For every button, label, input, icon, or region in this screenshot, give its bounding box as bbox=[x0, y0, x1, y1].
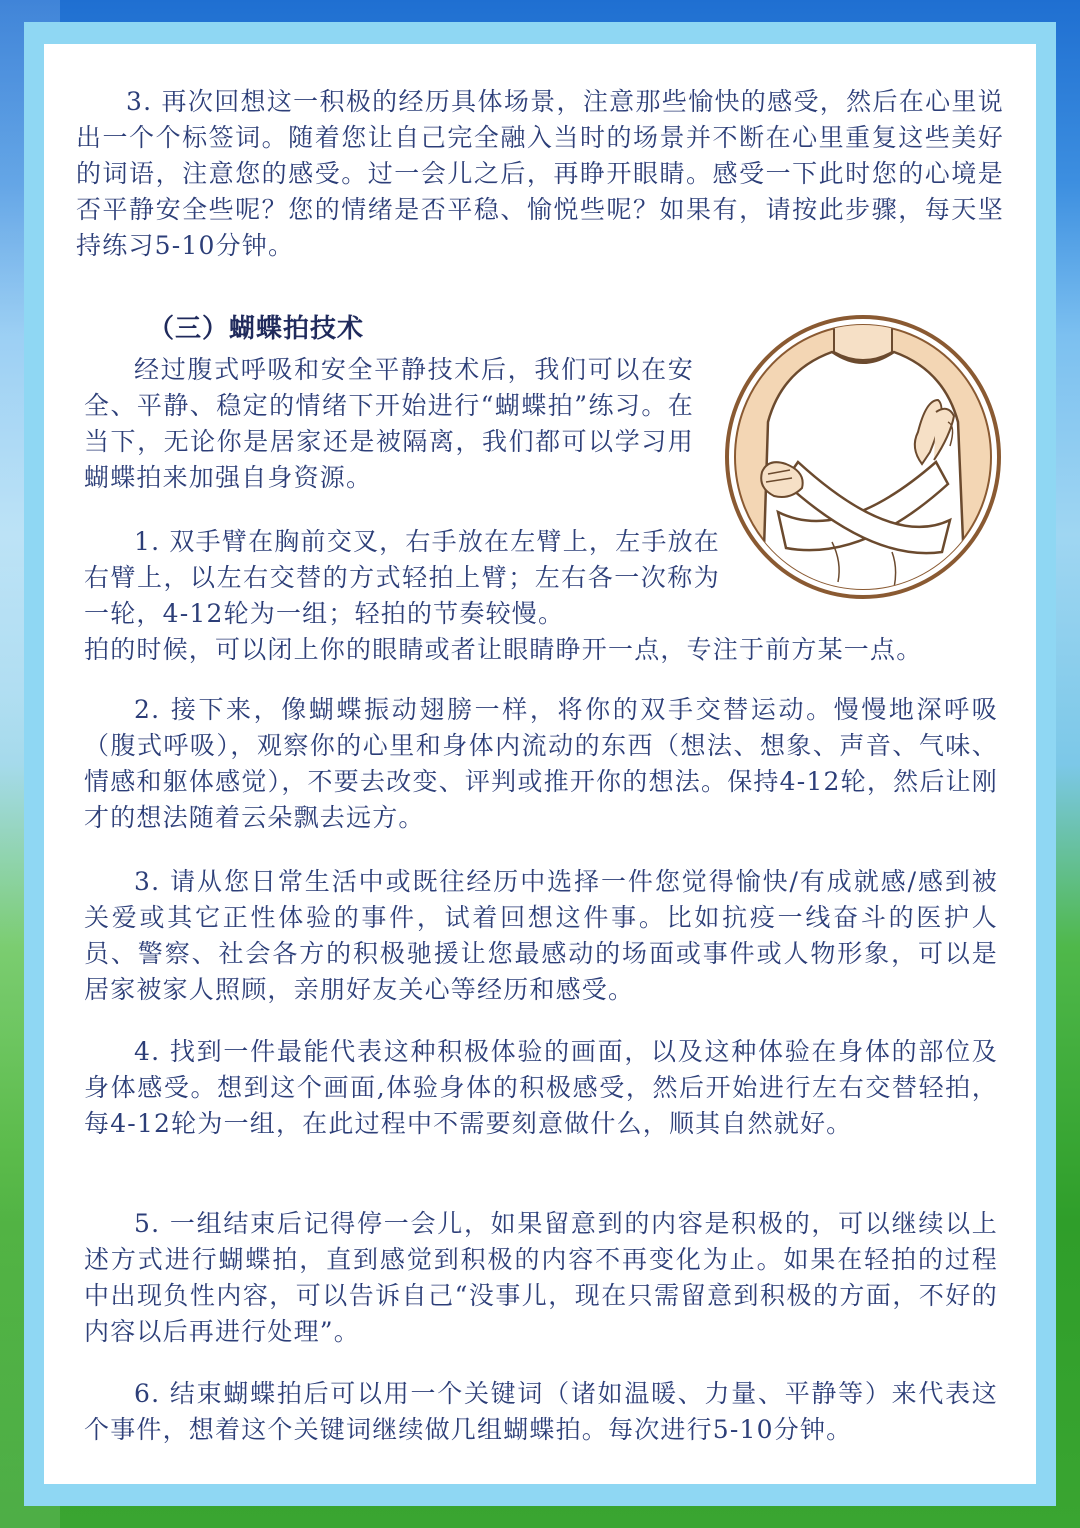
section-intro: 经过腹式呼吸和安全平静技术后，我们可以在安全、平静、稳定的情绪下开始进行“蝴蝶拍”练习。在当下，无论你是居家还是被隔离，我们都可以学习用蝴蝶拍来加强自身资源。 bbox=[84, 355, 694, 492]
step-5-text: 5. 一组结束后记得停一会儿，如果留意到的内容是积极的，可以继续以上述方式进行蝴蝶拍，直到感觉到积极的内容不再变化为止。如果在轻拍的过程中出现负性内容，可以告诉自己“没事儿，现在只需留意到积极的方面，不好的内容以后再进行处理”。 bbox=[84, 1209, 998, 1346]
step-1-text: 1. 双手臂在胸前交叉，右手放在左臂上，左手放在右臂上，以左右交替的方式轻拍上臂；左右各一次称为一轮，4-12轮为一组；轻拍的节奏较慢。 bbox=[84, 527, 720, 628]
crossed-arms-illustration bbox=[722, 312, 1004, 602]
step-1-continued: 拍的时候，可以闭上你的眼睛或者让眼睛睁开一点，专注于前方某一点。 bbox=[84, 635, 923, 664]
step-4-text: 4. 找到一件最能代表这种积极体验的画面，以及这种体验在身体的部位及身体感受。想到这个画面,体验身体的积极感受，然后开始进行左右交替轻拍，每4-12轮为一组，在此过程中不需要刻意做什么，顺其自然就好。 bbox=[84, 1037, 998, 1138]
section-heading: （三）蝴蝶拍技术 bbox=[148, 314, 365, 344]
step-6-text: 6. 结束蝴蝶拍后可以用一个关键词（诸如温暖、力量、平静等）来代表这个事件，想着这个关键词继续做几组蝴蝶拍。每次进行5-10分钟。 bbox=[84, 1379, 998, 1444]
paragraph-step3-previous: 3. 再次回想这一积极的经历具体场景，注意那些愉快的感受，然后在心里说出一个个标签词。随着您让自己完全融入当时的场景并不断在心里重复这些美好的词语，注意您的感受。过一会儿之后，再睁开眼睛。感受一下此时您的心境是否平静安全些呢？您的情绪是否平稳、愉悦些呢？如果有，请按此步骤，每天坚持练习5-10分钟。 bbox=[76, 87, 1004, 260]
step-3-text: 3. 请从您日常生活中或既往经历中选择一件您觉得愉快/有成就感/感到被关爱或其它正性体验的事件，试着回想这件事。比如抗疫一线奋斗的医护人员、警察、社会各方的积极驰援让您最感动的场面或事件或人物形象，可以是居家被家人照顾，亲朋好友关心等经历和感受。 bbox=[84, 867, 998, 1004]
step-2-text: 2. 接下来，像蝴蝶振动翅膀一样，将你的双手交替运动。慢慢地深呼吸（腹式呼吸），观察你的心里和身体内流动的东西（想法、想象、声音、气味、情感和躯体感觉），不要去改变、评判或推开你的想法。保持4-12轮，然后让刚才的想法随着云朵飘去远方。 bbox=[84, 695, 998, 832]
